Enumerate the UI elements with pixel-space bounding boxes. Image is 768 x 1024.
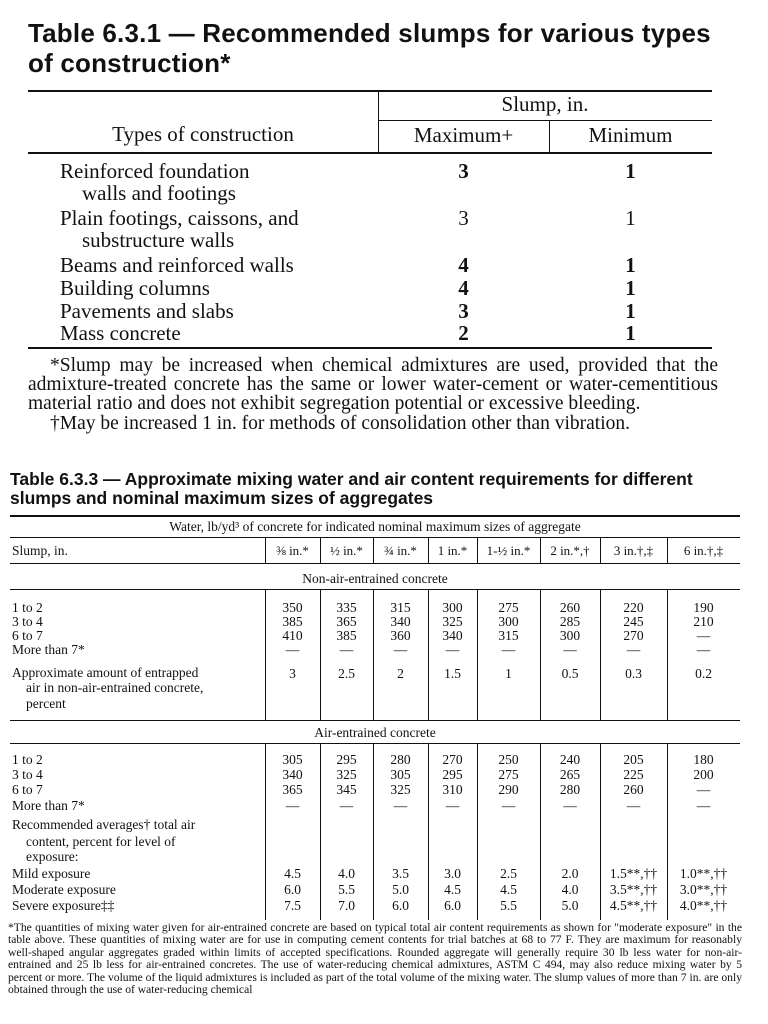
table-cell: 325 <box>336 767 357 782</box>
slump-header: Slump, in. <box>12 543 68 558</box>
table-cell: 0.5 <box>561 666 579 681</box>
table-cell: 260 <box>623 782 644 797</box>
table-cell: — <box>393 798 408 813</box>
maximum-value: 3 <box>458 206 469 230</box>
slump-header: Slump, in. <box>501 92 589 116</box>
table-cell: 275 <box>498 767 519 782</box>
table-cell: — <box>696 798 711 813</box>
table-cell: 385 <box>336 628 357 643</box>
type-line: walls and footings <box>82 181 236 205</box>
maximum-value: 2 <box>458 321 469 345</box>
row-label: 1 to 2 <box>12 752 43 767</box>
table-cell: 245 <box>623 614 644 629</box>
row-label: percent <box>26 696 66 711</box>
table-cell: 3.5 <box>392 866 409 881</box>
header-rule <box>10 563 740 564</box>
table-cell: — <box>626 798 641 813</box>
table-cell: 315 <box>498 628 519 643</box>
table-cell: 285 <box>559 614 581 629</box>
minimum-value: 1 <box>625 253 636 277</box>
table-6-3-3-title: Table 6.3.3 — Approximate mixing water and air content requirements for different slumps and nominal maximum sizes of aggregates <box>10 469 693 508</box>
table-cell: 5.0 <box>561 898 579 913</box>
table-cell: 4.5 <box>444 882 461 897</box>
section-rule <box>10 720 740 721</box>
table-6-3-1-title: Table 6.3.1 — Recommended slumps for various types of construction* <box>28 18 711 78</box>
construction-type: Beams and reinforced walls <box>60 253 294 277</box>
table-cell: 6.0 <box>392 898 409 913</box>
table-cell: 6.0 <box>444 898 461 913</box>
table-cell: — <box>563 642 577 657</box>
table-cell: 6.0 <box>284 882 301 897</box>
row-label: 1 to 2 <box>12 600 43 615</box>
table-cell: 360 <box>390 628 411 643</box>
header-rule <box>10 537 740 538</box>
aggregate-size-header: ⅜ in.* <box>276 543 309 558</box>
table-cell: 180 <box>693 752 714 767</box>
table-cell: 4.0 <box>338 866 355 881</box>
table-cell: 300 <box>442 600 463 615</box>
table-cell: — <box>445 642 460 657</box>
maximum-value: 3 <box>458 159 469 183</box>
table-cell: 340 <box>282 767 303 782</box>
minimum-value: 1 <box>625 276 636 300</box>
construction-type: Building columns <box>60 276 210 300</box>
aggregate-size-header: 3 in.†,‡ <box>613 543 654 558</box>
minimum-value: 1 <box>625 299 636 323</box>
table-cell: 0.2 <box>695 666 712 681</box>
table-cell: — <box>563 798 577 813</box>
table-cell: 295 <box>442 767 463 782</box>
construction-type: Pavements and slabs <box>60 299 234 323</box>
minimum-header: Minimum <box>588 123 673 147</box>
row-label: More than 7* <box>12 642 85 657</box>
minimum-value: 1 <box>625 206 636 230</box>
table-cell: 210 <box>693 614 714 629</box>
aggregate-size-header: ½ in.* <box>330 543 363 558</box>
table-cell: 335 <box>336 600 357 615</box>
construction-type: Mass concrete <box>60 321 181 345</box>
row-label: Severe exposure‡‡ <box>12 898 115 913</box>
section-rule <box>10 589 740 590</box>
table-6-3-3-footnote: *The quantities of mixing water given for air-entrained concrete are based on typical total air content requirements as shown for "moderate exposure" in the table above. These quantities of mixing water are for use in computing cement contents for trial batches at 68 to 77 F. They are maximum for reasonably well-shaped angular aggregates graded within limits of accepted specifications. Rounded aggregate will generally require 30 lb less water for non-air-entrained and 25 lb less for air-entrained concretes. The use of water-reducing chemical admixtures, ASTM C 494, may also reduce mixing water by 5 percent or more. The volume of the liquid admixtures is included as part of the total volume of the mixing water. The slump values of more than 7 in. are only obtained through the use of water-reducing chemical <box>8 921 742 997</box>
table-cell: 280 <box>390 752 411 767</box>
table-cell: 205 <box>623 752 644 767</box>
row-label: Mild exposure <box>12 866 91 881</box>
maximum-value: 4 <box>458 253 469 277</box>
types-of-construction-header: Types of construction <box>112 122 294 146</box>
table-cell: 325 <box>442 614 463 629</box>
table-cell: 385 <box>282 614 303 629</box>
table-cell: 365 <box>336 614 357 629</box>
table-cell: 3.0**,†† <box>679 882 728 897</box>
table-cell: 300 <box>559 628 581 643</box>
table-cell: 1.5 <box>444 666 461 681</box>
type-line: Plain footings, caissons, and <box>60 206 299 230</box>
table-cell: 225 <box>623 767 644 782</box>
table-cell: — <box>696 782 711 797</box>
row-label: 3 to 4 <box>12 767 43 782</box>
table-cell: 4.0 <box>561 882 579 897</box>
table-cell: 250 <box>498 752 519 767</box>
table-cell: 4.5**,†† <box>609 898 658 913</box>
table-cell: 1.5**,†† <box>609 866 658 881</box>
table-cell: 240 <box>559 752 581 767</box>
table-cell: — <box>339 798 354 813</box>
table-cell: 1 <box>505 666 512 681</box>
type-line: Reinforced foundation <box>60 159 250 183</box>
construction-type <box>60 160 370 204</box>
table-cell: 2.5 <box>500 866 517 881</box>
table-cell: 7.0 <box>338 898 355 913</box>
table-cell: 7.5 <box>284 898 301 913</box>
table-cell: 1.0**,†† <box>679 866 728 881</box>
water-header: Water, lb/yd³ of concrete for indicated nominal maximum sizes of aggregate <box>169 519 581 534</box>
table-cell: 265 <box>559 767 581 782</box>
table-cell: — <box>626 642 641 657</box>
non-air-entrained-header: Non-air-entrained concrete <box>302 571 448 586</box>
table-cell: 260 <box>559 600 581 615</box>
footnote: *Slump may be increased when chemical admixtures are used, provided that the admixture-treated concrete has the same or lower water-cement or water-cementitious material ratio and does not exhibit segregation potential or excessive bleeding. <box>28 355 718 414</box>
row-label: Recommended averages† total air <box>12 817 196 832</box>
slump-header-rule <box>378 120 712 121</box>
row-label: Approximate amount of entrapped <box>12 665 199 680</box>
aggregate-size-header: 1-½ in.* <box>486 543 531 558</box>
row-label: 3 to 4 <box>12 614 43 629</box>
row-label: Moderate exposure <box>12 882 116 897</box>
section-rule <box>10 743 740 744</box>
table-cell: 2.5 <box>338 666 355 681</box>
table-cell: — <box>696 628 711 643</box>
table-cell: 280 <box>559 782 581 797</box>
table-cell: 2.0 <box>561 866 579 881</box>
table-cell: — <box>285 798 300 813</box>
footnote: †May be increased 1 in. for methods of consolidation other than vibration. <box>50 413 630 434</box>
table-cell: 2 <box>397 666 404 681</box>
table-cell: 290 <box>498 782 519 797</box>
maximum-value: 3 <box>458 299 469 323</box>
table-cell: 3 <box>289 666 296 681</box>
table-cell: 365 <box>282 782 303 797</box>
table-cell: 410 <box>282 628 303 643</box>
table-cell: 3.0 <box>444 866 461 881</box>
aggregate-size-header: 1 in.* <box>437 543 468 558</box>
table-cell: 270 <box>623 628 644 643</box>
table-cell: 345 <box>336 782 357 797</box>
table-cell: 5.5 <box>500 898 517 913</box>
air-entrained-header: Air-entrained concrete <box>314 725 436 740</box>
table-cell: 190 <box>693 600 714 615</box>
table-cell: 340 <box>390 614 411 629</box>
table-cell: — <box>501 642 516 657</box>
table-cell: 295 <box>336 752 357 767</box>
table-cell: 3.5**,†† <box>609 882 658 897</box>
aggregate-size-header: 6 in.†,‡ <box>683 543 724 558</box>
table-cell: 220 <box>623 600 644 615</box>
table-cell: — <box>696 642 711 657</box>
table-cell: 275 <box>498 600 519 615</box>
row-label: More than 7* <box>12 798 85 813</box>
row-label: 6 to 7 <box>12 628 43 643</box>
minimum-value: 1 <box>625 321 636 345</box>
minimum-value: 1 <box>625 159 636 183</box>
table-cell: — <box>501 798 516 813</box>
row-label: air in non-air-entrained concrete, <box>26 680 204 695</box>
table-cell: 305 <box>282 752 303 767</box>
table-cell: 305 <box>390 767 411 782</box>
table-cell: 0.3 <box>625 666 642 681</box>
table-cell: 300 <box>498 614 519 629</box>
table-cell: 340 <box>442 628 463 643</box>
table-6-3-1-notes <box>28 356 718 433</box>
table-cell: — <box>445 798 460 813</box>
table-cell: 350 <box>282 600 303 615</box>
aggregate-size-header: ¾ in.* <box>384 543 417 558</box>
table-cell: — <box>393 642 408 657</box>
table-cell: 5.5 <box>338 882 355 897</box>
table-cell: 310 <box>442 782 463 797</box>
row-label: content, percent for level of <box>26 834 176 849</box>
table-cell: 315 <box>390 600 411 615</box>
maximum-value: 4 <box>458 276 469 300</box>
table-top-rule <box>10 515 740 517</box>
table-cell: 4.5 <box>284 866 301 881</box>
table-bottom-rule <box>28 347 712 349</box>
type-line: substructure walls <box>82 228 235 252</box>
row-label: 6 to 7 <box>12 782 43 797</box>
table-cell: — <box>285 642 300 657</box>
table-cell: 325 <box>390 782 411 797</box>
construction-type <box>60 207 370 251</box>
table-cell: 5.0 <box>392 882 409 897</box>
maximum-header: Maximum+ <box>413 123 514 147</box>
table-cell: 4.5 <box>500 882 517 897</box>
table-cell: — <box>339 642 354 657</box>
table-cell: 200 <box>693 767 714 782</box>
header-bottom-rule <box>28 152 712 154</box>
table-cell: 270 <box>442 752 463 767</box>
row-label: exposure: <box>26 849 79 864</box>
table-cell: 4.0**,†† <box>679 898 728 913</box>
aggregate-size-header: 2 in.*,† <box>550 543 590 558</box>
